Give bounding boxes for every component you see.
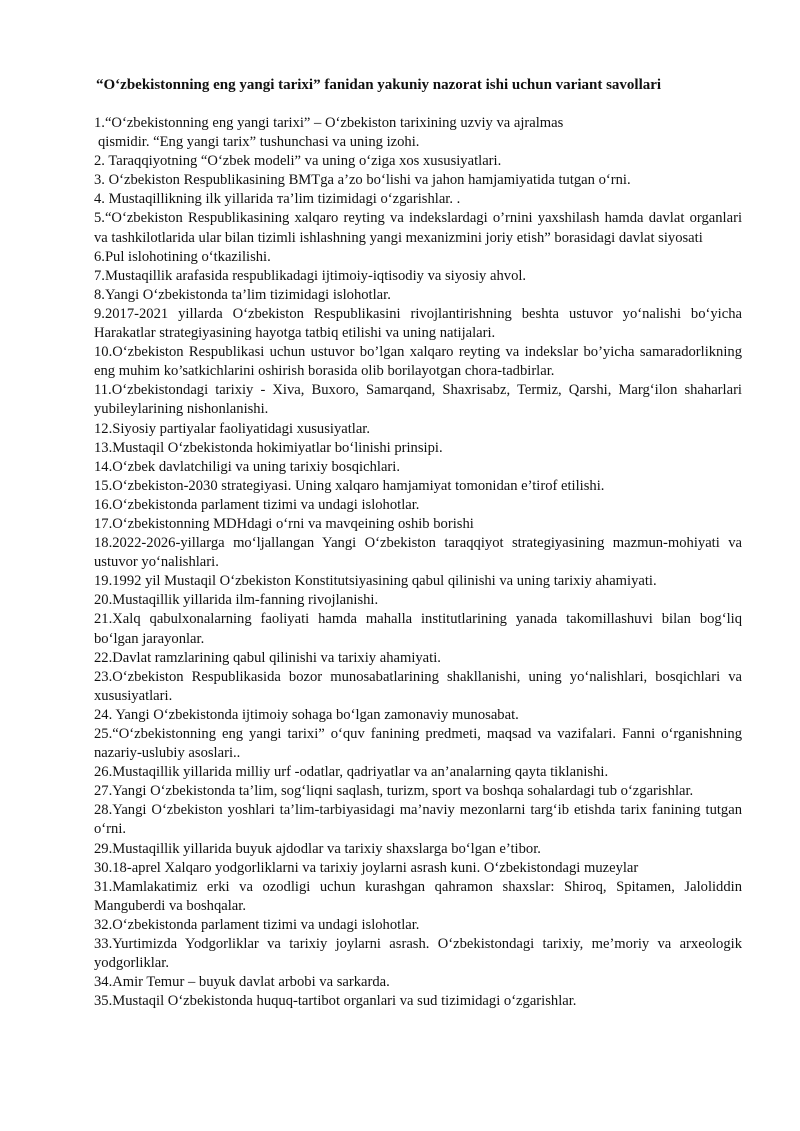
question-1: [94, 114, 742, 152]
question-14: 14.O‘zbek davlatchiligi va uning tarixiy bosqichlari.: [94, 458, 400, 475]
question-27: 27.Yangi O‘zbekistonda ta’lim, sog‘liqni saqlash, turizm, sport va boshqa sohalardagi tub o‘zgarishlar.: [94, 783, 694, 800]
question-4: 4. Mustaqillikning ilk yillarida тa’lim tizimidagi o‘zgarishlar. .: [94, 191, 461, 208]
question-20: 20.Mustaqillik yillarida ilm-fanning rivojlanishi.: [94, 592, 379, 609]
question-35: 35.Mustaqil O‘zbekistonda huquq-tartibot organlari va sud tizimidagi o‘zgarishlar.: [94, 993, 577, 1010]
question-26: 26.Mustaqillik yillarida milliy urf -odatlar, qadriyatlar va an’analarning qayta tiklanishi.: [94, 764, 609, 781]
question-15: 15.O‘zbekiston-2030 strategiyasi. Uning xalqaro hamjamiyat tomonidan e’tirof etilishi.: [94, 477, 605, 494]
question-29: 29.Mustaqillik yillarida buyuk ajdodlar va tarixiy shaxslarga bo‘lgan e’tibor.: [94, 840, 541, 857]
question-28: 28.Yangi O‘zbekiston yoshlari ta’lim-tarbiyasidagi ma’naviy mezonlarni targ‘ib etishda tarix fanining tutgan o‘rni.: [94, 802, 742, 838]
question-1-line-1: 1.“O‘zbekistonning eng yangi tarixi” – O‘zbekiston tarixining uzviy va ajralmas: [94, 115, 564, 131]
question-2: 2. Taraqqiyotning “O‘zbek modeli” va uning o‘ziga xos xususiyatlari.: [94, 153, 502, 170]
question-11: 11.O‘zbekistondagi tarixiy - Xiva, Buxoro, Samarqand, Shaxrisabz, Termiz, Qarshi, Marg‘ilon shaharlari yubileylarining nishonlanishi.: [94, 382, 742, 418]
question-23: 23.O‘zbekiston Respublikasida bozor munosabatlarining shakllanishi, uning yo‘nalishlari, bosqichlari va xususiyatlari.: [94, 668, 742, 704]
question-30: 30.18-aprel Xalqaro yodgorliklarni va tarixiy joylarni asrash kuni. O‘zbekistondagi muzeylar: [94, 859, 639, 876]
question-list: [94, 114, 742, 1011]
question-1-line-2: qismidir. “Eng yangi tarix” tushunchasi va uning izohi.: [98, 134, 420, 151]
question-7: 7.Mustaqillik arafasida respublikadagi ijtimoiy-iqtisodiy va siyosiy ahvol.: [94, 267, 527, 284]
question-25: 25.“O‘zbekistonning eng yangi tarixi” o‘quv fanining predmeti, maqsad va vazifalari. Fanni o‘rganishning nazariy-uslubiy asoslari..: [94, 726, 742, 762]
question-6: 6.Pul islohotining o‘tkazilishi.: [94, 248, 271, 265]
question-17: 17.O‘zbekistonning MDHdagi o‘rni va mavqeining oshib borishi: [94, 515, 474, 532]
question-32: 32.O‘zbekistonda parlament tizimi va undagi islohotlar.: [94, 916, 420, 933]
question-24: 24. Yangi O‘zbekistonda ijtimoiy sohaga bo‘lgan zamonaviy munosabat.: [94, 706, 519, 723]
question-34: 34.Amir Temur – buyuk davlat arbobi va sarkarda.: [94, 974, 390, 991]
question-13: 13.Mustaqil O‘zbekistonda hokimiyatlar bo‘linishi prinsipi.: [94, 439, 443, 456]
document-title: “O‘zbekistonning eng yangi tarixi” fanidan yakuniy nazorat ishi uchun variant savollari: [96, 77, 662, 93]
question-22: 22.Davlat ramzlarining qabul qilinishi va tarixiy ahamiyati.: [94, 649, 441, 666]
question-9: 9.2017-2021 yillarda O‘zbekiston Respublikasini rivojlantirishning beshta ustuvor yo‘nalishi bo‘yicha Harakatlar strategiyasining hayotga tatbiq etilishi va uning natijalari.: [94, 305, 742, 342]
question-10: 10.O‘zbekiston Respublikasi uchun ustuvor bo’lgan xalqaro reyting va indekslar bo’yicha samaradorlikning eng muhim ko’satkichlarini oshirish borasida olib borilayotgan chora-tadbirlar.: [94, 344, 742, 380]
question-21: 21.Xalq qabulxonalarning faoliyati hamda mahalla institutlarining yanada takomillashuvi bilan bog‘liq bo‘lgan jarayonlar.: [94, 611, 742, 647]
question-19: 19.1992 yil Mustaqil O‘zbekiston Konstitutsiyasining qabul qilinishi va uning tarixiy ahamiyati.: [94, 573, 657, 590]
question-33: 33.Yurtimizda Yodgorliklar va tarixiy joylarni asrash. O‘zbekistondagi tarixiy, me’moriy va arxeologik yodgorliklar.: [94, 936, 742, 972]
question-18: 18.2022-2026-yillarga mo‘ljallangan Yangi O‘zbekiston taraqqiyot strategiyasining mazmun-mohiyati va ustuvor yo‘nalishlari.: [94, 535, 742, 571]
question-3: 3. O‘zbekiston Respublikasining BMTga a’zo bo‘lishi va jahon hamjamiyatida tutgan o‘rni.: [94, 172, 631, 189]
question-8: 8.Yangi O‘zbekistonda ta’lim tizimidagi islohotlar.: [94, 286, 391, 303]
question-12: 12.Siyosiy partiyalar faoliyatidagi xususiyatlar.: [94, 420, 371, 437]
question-5: 5.“O‘zbekiston Respublikasining xalqaro reyting va indekslardagi o’rnini yaxshilash hamda davlat organlari va tashkilotlarida ular bilan tizimli ishlashning yangi mexanizmini joriy etish” borasidagi davlat siyosati: [94, 210, 742, 246]
question-31: 31.Mamlakatimiz erki va ozodligi uchun kurashgan qahramon shaxslar: Shiroq, Spitamen, Jaloliddin Manguberdi va boshqalar.: [94, 878, 742, 914]
question-16: 16.O‘zbekistonda parlament tizimi va undagi islohotlar.: [94, 496, 420, 513]
